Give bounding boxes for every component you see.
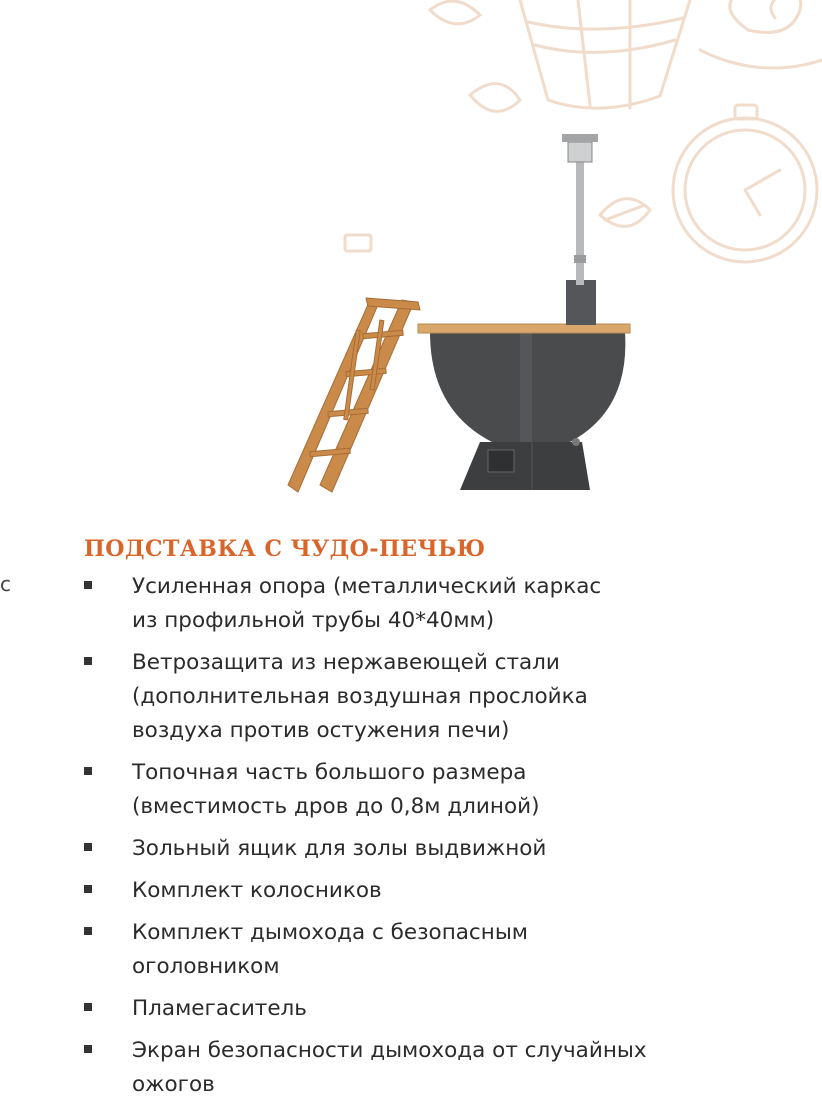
list-item: [84, 756, 784, 824]
square-bullet-icon: [84, 581, 92, 589]
square-bullet-icon: [84, 1045, 92, 1053]
list-item: [84, 1034, 784, 1102]
square-bullet-icon: [84, 927, 92, 935]
stove: [430, 332, 625, 490]
list-item-line: Комплект колосников: [132, 878, 382, 903]
section-heading: ПОДСТАВКА С ЧУДО-ПЕЧЬЮ: [84, 536, 486, 562]
square-bullet-icon: [84, 843, 92, 851]
square-bullet-icon: [84, 1003, 92, 1011]
ladder: [288, 298, 420, 492]
stove-stand-illustration: [270, 120, 650, 510]
list-item: [84, 874, 784, 908]
list-item-line: ожогов: [132, 1072, 215, 1097]
list-item-line: Зольный ящик для золы выдвижной: [132, 836, 547, 861]
square-bullet-icon: [84, 767, 92, 775]
list-item-line: Комплект дымохода с безопасным: [132, 920, 529, 945]
list-item-line: Экран безопасности дымохода от случайных: [132, 1038, 647, 1063]
list-item-line: (вместимость дров до 0,8м длиной): [132, 794, 540, 819]
platform-top: [418, 324, 630, 333]
list-item-line: оголовником: [132, 954, 280, 979]
list-item: [84, 992, 784, 1026]
square-bullet-icon: [84, 885, 92, 893]
list-item: [84, 916, 784, 984]
list-item-line: Топочная часть большого размера: [132, 760, 527, 785]
list-item: [84, 570, 784, 638]
list-item-line: Ветрозащита из нержавеющей стали: [132, 650, 560, 675]
chimney: [562, 134, 598, 325]
list-item-line: воздуха против остужения печи): [132, 718, 510, 743]
list-item: [84, 646, 784, 748]
list-item-line: из профильной трубы 40*40мм): [132, 608, 495, 633]
square-bullet-icon: [84, 657, 92, 665]
list-item-line: Пламегаситель: [132, 996, 307, 1021]
feature-list: [84, 570, 784, 1110]
list-item: [84, 832, 784, 866]
list-item-line: Усиленная опора (металлический каркас: [132, 574, 602, 599]
list-item-line: (дополнительная воздушная прослойка: [132, 684, 588, 709]
edge-fragment-text: с: [0, 572, 11, 596]
